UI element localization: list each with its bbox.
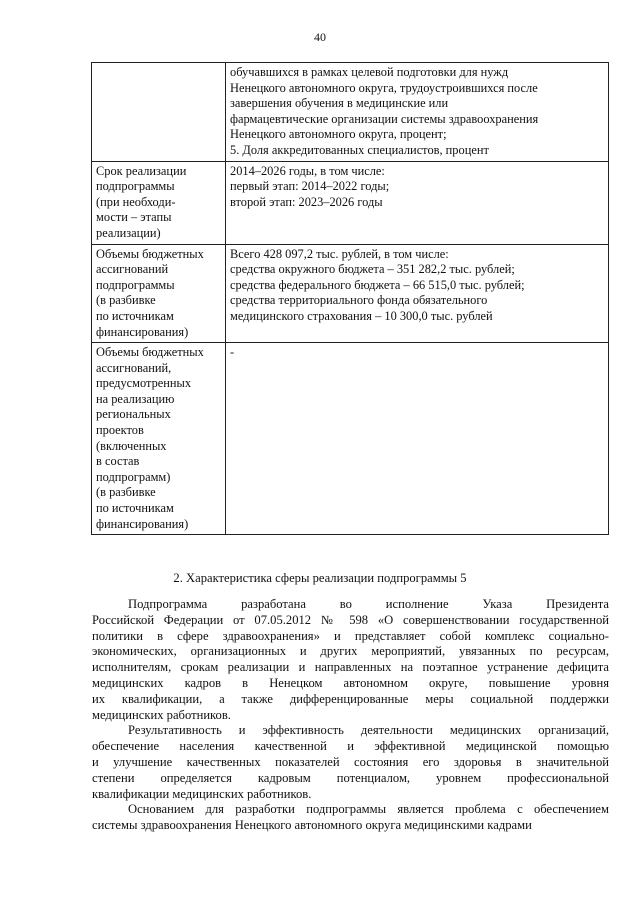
row-label-cell (92, 244, 226, 343)
table-row (92, 244, 609, 343)
row-value-line: - (230, 345, 235, 360)
row-label-line: (при необходи- (96, 194, 176, 209)
page-number: 40 (314, 30, 326, 44)
paragraph-line: экономических, организационных и других мероприятий, увязанных по ресурсам, (92, 644, 609, 659)
row-value-line: обучавшихся в рамках целевой подготовки для нужд (230, 65, 509, 79)
body-paragraph (92, 802, 609, 834)
row-label-line: мости – этапы (96, 210, 172, 225)
table-row (92, 63, 609, 162)
row-value-cell (226, 161, 609, 244)
body-text (92, 597, 609, 834)
body-paragraph (92, 723, 609, 802)
table-row (92, 343, 609, 535)
row-label-line: (в разбивке (96, 485, 156, 500)
row-label-line: ассигнований (96, 262, 169, 277)
row-value-line: Ненецкого автономного округа, процент; (230, 127, 447, 142)
row-value-line: первый этап: 2014–2022 годы; (230, 179, 390, 194)
row-label-line: по источникам (96, 501, 174, 516)
row-label-line: финансирования) (96, 324, 189, 339)
row-label-line: проектов (96, 423, 144, 438)
row-label-cell (92, 63, 226, 162)
row-value-line: завершения обучения в медицинские или (230, 96, 449, 111)
row-value-line: второй этап: 2023–2026 годы (230, 194, 383, 209)
row-label-line: в состав (96, 454, 140, 469)
row-label-line: региональных (96, 407, 171, 422)
row-value-line: Всего 428 097,2 тыс. рублей, в том числе: (230, 246, 449, 261)
paragraph-line: системы здравоохранения Ненецкого автономного округа медицинскими кадрами (92, 818, 532, 833)
row-value-line: средства территориального фонда обязательного (230, 293, 488, 308)
row-value-line: медицинского страхования – 10 300,0 тыс. рублей (230, 308, 493, 323)
paragraph-line: медицинских кадров в Ненецком автономном округе, повышение уровня (92, 675, 609, 690)
row-value-line: средства окружного бюджета – 351 282,2 тыс. рублей; (230, 262, 515, 277)
row-value-line: Ненецкого автономного округа, трудоустроившихся после (230, 80, 538, 95)
paragraph-line: и улучшение качественных показателей состояния его здоровья в значительной (92, 754, 609, 769)
row-label-line: подпрограммы (96, 179, 175, 194)
paragraph-line: Результативность и эффективность деятельности медицинских организаций, (128, 723, 609, 738)
paragraph-line: политики в сфере здравоохранения» и представляет собой комплекс социально- (92, 628, 609, 643)
table-row (92, 161, 609, 244)
paragraph-line: их квалификации, а также дифференцированные меры социальной поддержки (92, 691, 609, 706)
row-label-line: Объемы бюджетных (96, 246, 204, 261)
section-heading: 2. Характеристика сферы реализации подпрограммы 5 (173, 571, 467, 585)
row-label-line: финансирования) (96, 516, 189, 531)
paragraph-line: степени определяется кадровым потенциалом, уровнем профессиональной (92, 770, 609, 785)
row-label-line: подпрограммы (96, 277, 175, 292)
row-value-cell (226, 244, 609, 343)
paragraph-line: Российской Федерации от 07.05.2012 № 598 «О совершенствовании государственной (92, 612, 609, 627)
row-label-line: Срок реализации (96, 163, 187, 178)
paragraph-line: обеспечение населения качественной и эффективной медицинской помощью (92, 739, 609, 754)
row-label-cell (92, 343, 226, 535)
row-value-cell (226, 343, 609, 535)
row-value-line: 2014–2026 годы, в том числе: (230, 163, 385, 178)
row-label-cell (92, 161, 226, 244)
row-label-line: реализации) (96, 225, 161, 240)
row-label-line: Объемы бюджетных (96, 345, 204, 360)
row-label-line: предусмотренных (96, 376, 192, 391)
row-label-line: (включенных (96, 438, 167, 453)
row-value-line: средства федерального бюджета – 66 515,0 тыс. рублей; (230, 277, 525, 292)
paragraph-line: медицинских работников. (92, 707, 231, 722)
subprogram-passport-table (91, 62, 609, 535)
paragraph-line: Подпрограмма разработана во исполнение Указа Президента (128, 597, 609, 611)
row-label-line: (в разбивке (96, 293, 156, 308)
row-label-line: подпрограмм) (96, 469, 171, 484)
paragraph-line: квалификации медицинских работников. (92, 786, 312, 801)
row-label-line: ассигнований, (96, 360, 172, 375)
body-paragraph (92, 597, 609, 723)
row-label-line: по источникам (96, 308, 174, 323)
paragraph-line: Основанием для разработки подпрограммы является проблема с обеспечением (128, 802, 609, 817)
paragraph-line: исполнителям, срокам реализации и направленных на поэтапное устранение дефицита (92, 660, 609, 675)
row-value-cell (226, 63, 609, 162)
row-label-line: на реализацию (96, 391, 175, 406)
row-value-line: фармацевтические организации системы здравоохранения (230, 111, 539, 126)
row-value-line: 5. Доля аккредитованных специалистов, процент (230, 142, 489, 157)
